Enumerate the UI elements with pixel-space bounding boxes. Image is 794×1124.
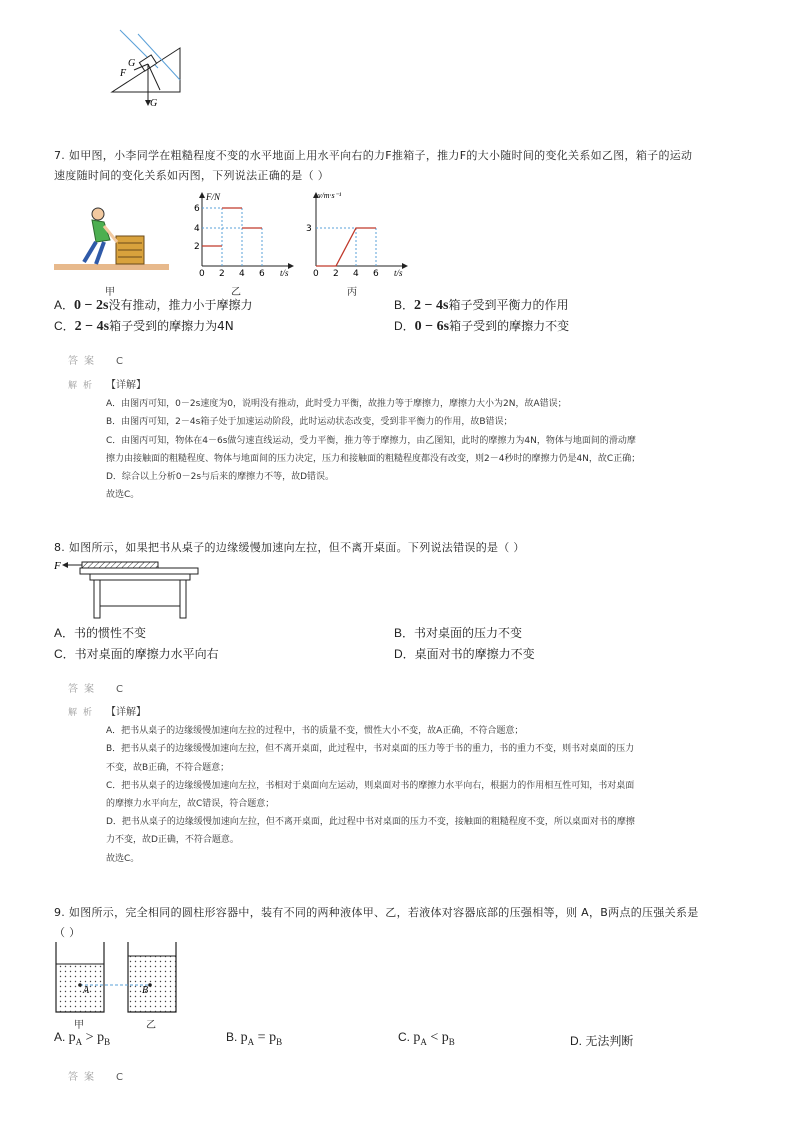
chart-F-xtick: 0 xyxy=(199,269,205,279)
chart-v-xtick: 4 xyxy=(353,269,359,279)
chart-v-xtick: 0 xyxy=(313,269,319,279)
q9-figure-containers xyxy=(54,940,184,1016)
chart-F-xlabel: t/s xyxy=(280,268,289,278)
chart-v-ylabel: v/m·s⁻¹ xyxy=(318,191,342,200)
fig-label-f: F xyxy=(54,560,61,572)
q8-explanation: 解析 【详解】 A．把书从桌子的边缘缓慢加速向左拉的过程中，书的质量不变，惯性大小不变，故A正确，不符合题意； B．把书从桌子的边缘缓慢加速向左拉，但不离开桌面，此过程中，书对桌面的压力等于书的重力，书的重力不变，则书对桌面的压力 不变，故B正确，不符合题意； C．把书从桌子的边缘缓慢加速向左拉，书相对于桌面向左运动，则桌面对书的摩擦力水平向右，根据力的作用相互性可知，书对桌面 的摩擦力水平向左，故C错误，符合题意； D．把书从桌子的边缘缓慢加速向左拉，但不离开桌面，此过程中书对桌面的压力不变，接触面的粗糙程度不变，所以桌面对书的摩擦 力不变，故D正确，不符合题意。 故选C。 xyxy=(68,704,768,868)
q9-stem-line1: 9. 如图所示，完全相同的圆柱形容器中，装有不同的两种液体甲、乙，若液体对容器底部的压强相等，则 A，B两点的压强关系是 xyxy=(54,906,699,919)
q9-option-d[interactable]: D. 无法判断 xyxy=(570,1034,634,1048)
q8-option-d[interactable]: D．桌面对书的摩擦力不变 xyxy=(394,647,535,661)
q8-option-c[interactable]: C．书对桌面的摩擦力水平向右 xyxy=(54,647,219,661)
q7-caption-yi: 乙 xyxy=(231,287,241,298)
incline-figure xyxy=(108,28,188,108)
q7-caption-bing: 丙 xyxy=(347,287,357,298)
chart-F-ytick: 6 xyxy=(194,204,200,214)
q7-answer: 答案 C xyxy=(68,356,123,367)
chart-v-ytick: 3 xyxy=(306,224,312,234)
q8-figure-table xyxy=(54,556,204,620)
chart-F-xtick: 6 xyxy=(259,269,265,279)
chart-F-xtick: 4 xyxy=(239,269,245,279)
chart-F-ytick: 4 xyxy=(194,224,200,234)
q9-stem xyxy=(54,903,774,943)
chart-v-xtick: 2 xyxy=(333,269,339,279)
fig-label-g2: G xyxy=(150,98,158,108)
q7-option-b[interactable]: B．2 − 4s箱子受到平衡力的作用 xyxy=(394,298,569,313)
chart-F-ylabel: F/N xyxy=(206,192,221,202)
q8-option-b[interactable]: B．书对桌面的压力不变 xyxy=(394,626,523,640)
q7-option-c[interactable]: C．2 − 4s箱子受到的摩擦力为4N xyxy=(54,319,234,334)
q7-option-a[interactable]: A．0 − 2s没有推动，推力小于摩擦力 xyxy=(54,298,253,313)
q9-option-a[interactable]: A. $p_A > p_B$ xyxy=(54,1030,111,1047)
q8-answer: 答案 C xyxy=(68,684,123,695)
q9-answer: 答案 C xyxy=(68,1072,123,1083)
q9-option-c[interactable]: C. $p_A < p_B$ xyxy=(398,1030,455,1047)
q7-chart-F xyxy=(188,190,300,282)
q7-caption-jia: 甲 xyxy=(105,287,115,298)
q8-stem: 8. 如图所示，如果把书从桌子的边缘缓慢加速向左拉，但不离开桌面。下列说法错误的是（ ） xyxy=(54,541,525,554)
q7-chart-v xyxy=(302,186,414,282)
chart-v-xlabel: t/s xyxy=(394,268,403,278)
q7-option-d[interactable]: D．0 − 6s箱子受到的摩擦力不变 xyxy=(394,319,570,334)
fig-label-a: A xyxy=(83,985,90,996)
q8-option-a[interactable]: A．书的惯性不变 xyxy=(54,626,147,640)
q7-figure-jia xyxy=(54,200,169,280)
q7-stem-line1: 7. 如甲图，小李同学在粗糙程度不变的水平地面上用水平向右的力F推箱子，推力F的大小随时间的变化关系如乙图，箱子的运动 xyxy=(54,149,693,162)
chart-F-ytick: 2 xyxy=(194,242,200,252)
q7-stem-line2: 速度随时间的变化关系如丙图，下列说法正确的是（ ） xyxy=(54,169,329,182)
fig-label-g1: G xyxy=(128,58,136,69)
q9-caption-yi: 乙 xyxy=(146,1020,156,1031)
q9-stem-line2: （ ） xyxy=(54,926,81,939)
exp-label: 解析 xyxy=(68,708,99,718)
q9-option-b[interactable]: B. $p_A = p_B$ xyxy=(226,1030,283,1047)
fig-label-f: F xyxy=(120,68,127,79)
q7-stem xyxy=(54,146,754,186)
q9-caption-jia: 甲 xyxy=(74,1020,84,1031)
chart-F-xtick: 2 xyxy=(219,269,225,279)
exp-label: 解析 xyxy=(68,381,99,391)
fig-label-b: B xyxy=(142,985,149,996)
q7-explanation: 解析 【详解】 A．由图丙可知，0－2s速度为0，说明没有推动，此时受力平衡，故推力等于摩擦力，摩擦力大小为2N，故A错误； B．由图丙可知，2－4s箱子处于加速运动阶段，此时运动状态改变，受到非平衡力的作用，故B错误； C．由图丙可知，物体在4－6s做匀速直线运动，受力平衡，推力等于摩擦力，由乙图知，此时的摩擦力为4N，物体与地面间的滑动摩 擦力由接触面的粗糙程度、物体与地面间的压力决定，压力和接触面的粗糙程度都没有改变，则2－4秒时的摩擦力仍是4N，故C正确； D．综合以上分析0－2s与后来的摩擦力不等，故D错误。 故选C。 xyxy=(68,377,768,504)
chart-v-xtick: 6 xyxy=(373,269,379,279)
